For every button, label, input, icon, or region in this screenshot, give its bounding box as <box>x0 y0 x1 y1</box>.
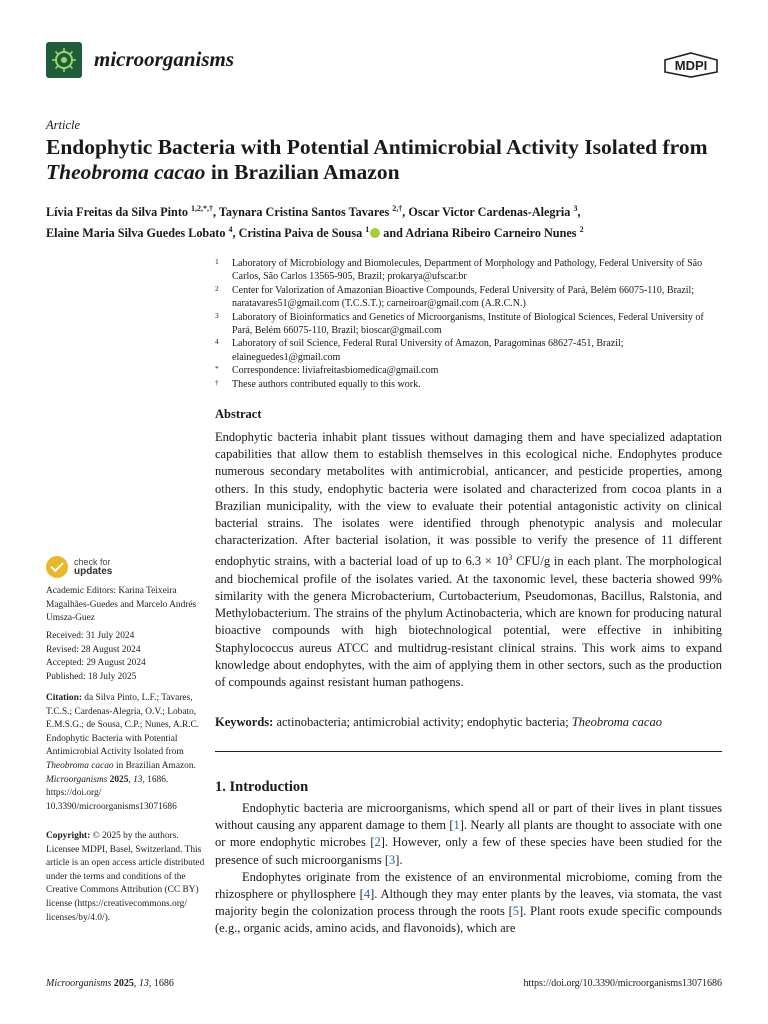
accepted-date: Accepted: 29 August 2024 <box>46 658 146 669</box>
correspondence: * Correspondence: liviafreitasbiomedica@gmail.com <box>215 364 439 377</box>
affiliation: 3 Laboratory of Bioinformatics and Genetics of Microorganisms, Institute of Biological Sciences, Federal University of Pará, Belém 66075-110, Brazil; bioscar@gmail.com <box>215 310 704 337</box>
mdpi-logo-text: MDPI <box>674 58 708 73</box>
received-date: Received: 31 July 2024 <box>46 631 135 641</box>
footer-citation: Microorganisms 2025, 13, 1686 <box>46 978 174 989</box>
academic-editors: Academic Editors: Karina Teixeira Magalhães-Guedes and Marcelo Andrés Umsza-Guez <box>46 586 197 624</box>
abstract-heading: Abstract <box>215 407 262 421</box>
citation-link[interactable]: 3 <box>389 852 396 867</box>
author: Oscar Victor Cardenas-Alegria <box>408 205 571 220</box>
published-date: Published: 18 July 2025 <box>46 671 137 682</box>
dates <box>46 630 206 684</box>
equal-contribution-note: † These authors contributed equally to this work. <box>215 377 421 390</box>
check-icon <box>46 556 68 578</box>
affiliation: 2 Center for Valorization of Amazonian Bioactive Compounds, Federal University of Pará, Belém 66075-110, Brazil; naratavares51@gmail.com (T.C.S.T.); carneiroar@gmail.com (A.R.C.N.) <box>215 283 695 310</box>
author: Cristina Paiva de Sousa <box>238 226 363 241</box>
introduction-text <box>215 800 722 938</box>
author-list: Lívia Freitas da Silva Pinto $^{1,2,*,\dagger}$, Taynara Cristina Santos Tavares $^{2,\dagger}$, Oscar Victor Cardenas-Alegria $^3$, Elaine Maria Silva Guedes Lobato $^4$, Cristina Paiva de Sousa $^1$ and Adriana Ribeiro Carneiro Nunes $^2$ <box>46 204 584 241</box>
keywords: Keywords: actinobacteria; antimicrobial activity; endophytic bacteria; Theobroma cacao <box>215 715 662 729</box>
paragraph: Endophytes originate from the existence of an environmental microbiome, coming from the rhizosphere or phyllosphere [4]. Although they may enter plants by the leaves, via stomata, the vast majority begin the colonization process through the roots [5]. Plant roots exude specific compounds (e.g., organic acids, amino acids, and flavonoids), which are <box>215 869 723 936</box>
revised-date: Revised: 28 August 2024 <box>46 644 141 655</box>
footer-doi-link[interactable]: https://doi.org/10.3390/microorganisms13071686 <box>523 978 722 989</box>
article-type: Article <box>46 118 81 132</box>
abstract-text: Endophytic bacteria inhabit plant tissues without damaging them and have specialized adaptation capabilities that allow them to establish themselves in this ecological niche. Endophytes produce numerous secondary metabolites with antimicrobial, anticancer, and pesticide properties, among others. In this study, endophytic bacteria were isolated and characterized from cocoa plants in a Brazilian municipality, with the view to evaluate their potential antagonistic activity on clinical bacterial strains. The isolates were identified through phenotypic analysis and molecular characterization. After bacterial isolation, it was possible to verify the presence of 11 different endophytic strains, with a bacterial load of up to $6.3 \times 10^3$ CFU/g in each plant. The morphological and biochemical profile of the isolates varied. At the taxonomic level, these bacteria showed 99% similarity with the genera Microbacterium, Curtobacterium, Pseudomonas, Bacillus, Ralstonia, and Methylobacterium. The strains of the phylum Actinobacteria, which are known for producing natural bioactive compounds with high biotechnological potential, were effective in inhibiting Staphylococcus aureus ATCC and multidrug-resistant clinical strains. This work aims to expand knowledge about endophytes, with the aim of applying them in other sectors, such as the production of compounds against resistant human pathogens. <box>215 430 722 689</box>
mdpi-logo <box>662 52 720 78</box>
affiliation: 1 Laboratory of Microbiology and Biomolecules, Department of Morphology and Pathology, Federal University of São Carlos, São Carlos 13565-905, Brazil; prokarya@ufscar.br <box>215 257 703 283</box>
paragraph: Endophytic bacteria are microorganisms, which spend all or part of their lives in plant tissues without causing any apparent damage to them [1]. Nearly all plants are thought to associate with one or more endophytic microbes [2]. However, only a few of these species have been studied for the presence of such microorganisms [3]. <box>215 801 722 867</box>
check-for-updates-button[interactable]: check for updates <box>46 555 166 579</box>
journal-logo <box>46 42 82 78</box>
affiliations <box>212 257 726 391</box>
author: Adriana Ribeiro Carneiro Nunes <box>405 226 577 241</box>
affiliation: 4 Laboratory of soil Science, Federal Rural University of Amazon, Paragominas 68627-451, Brazil; elaineguedes1@gmail.com <box>215 337 624 363</box>
paper-title: Endophytic Bacteria with Potential Antimicrobial Activity Isolated from Theobroma cacao in Brazilian Amazon <box>46 135 708 184</box>
author: Lívia Freitas da Silva Pinto <box>46 205 188 220</box>
author: Taynara Cristina Santos Tavares <box>218 205 390 220</box>
divider <box>215 751 722 752</box>
copyright: Copyright: © 2025 by the authors. Licensee MDPI, Basel, Switzerland. This article is an open access article distributed under the terms and conditions of the Creative Commons Attribution (CC BY) license (https://creativecommons.org/ licenses/by/4.0/). <box>46 831 205 923</box>
microbe-icon <box>51 47 77 73</box>
citation-link[interactable]: 1 <box>453 818 460 833</box>
citation-link[interactable]: 2 <box>374 835 381 850</box>
orcid-icon[interactable] <box>370 228 380 238</box>
author: Elaine Maria Silva Guedes Lobato <box>46 226 226 241</box>
citation: Citation: da Silva Pinto, L.F.; Tavares, T.C.S.; Cardenas-Alegria, O.V.; Lobato, E.M.S.G.; de Sousa, C.P.; Nunes, A.R.C. Endophytic Bacteria with Potential Antimicrobial Activity Isolated from Theobroma cacao in Brazilian Amazon. Microorganisms 2025, 13, 1686. https://doi.org/ 10.3390/microorganisms13071686 <box>46 693 200 812</box>
journal-name: microorganisms <box>94 47 235 71</box>
citation-link[interactable]: 4 <box>363 887 371 902</box>
citation-link[interactable]: 5 <box>512 904 520 919</box>
section-heading-introduction: 1. Introduction <box>215 779 309 795</box>
